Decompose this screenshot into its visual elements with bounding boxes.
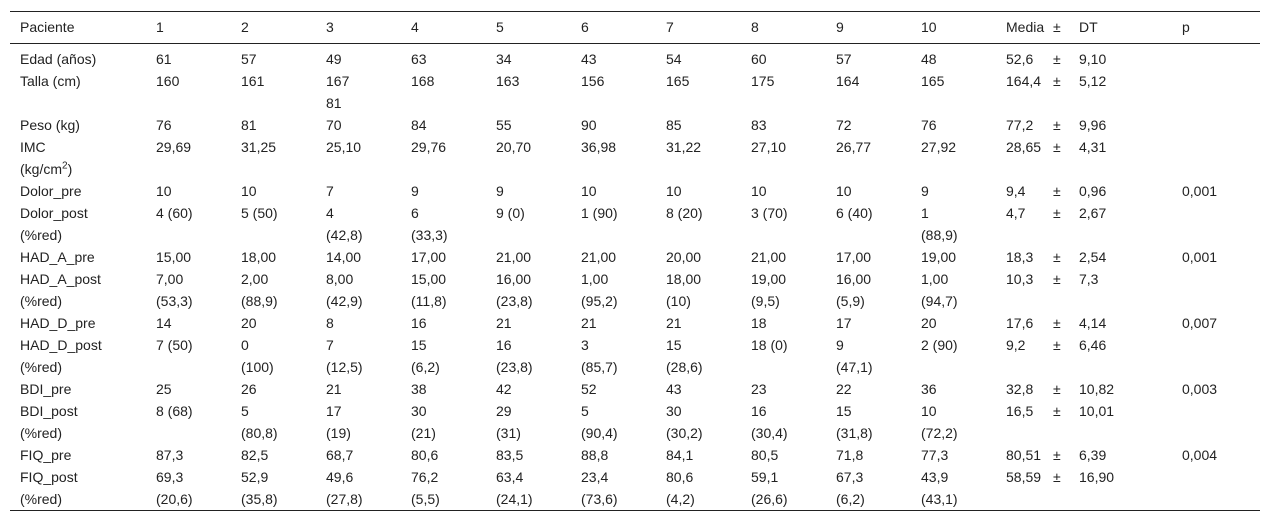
cell-patient-5: 55: [496, 117, 512, 133]
row-label: HAD_D_post (%red): [20, 337, 102, 375]
cell-patient-7: 21: [666, 315, 682, 331]
cell-patient-4: 16: [411, 315, 427, 331]
cell-patient-8: 21,00: [751, 249, 787, 265]
cell-patient-7: 84,1: [666, 447, 694, 463]
cell-patient-9: 26,77: [836, 139, 872, 155]
cell-p-value: [1172, 136, 1260, 180]
cell-patient-8: 23: [751, 381, 767, 397]
table-row: [10, 444, 1260, 466]
cell-patient-6: 156: [581, 73, 605, 89]
cell-p-value: [1172, 400, 1260, 444]
cell-patient-2: 5 (50): [241, 205, 278, 221]
cell-p-value: [1172, 334, 1260, 378]
cell-patient-5: 83,5: [496, 447, 524, 463]
cell-patient-1: 29,69: [156, 139, 192, 155]
cell-patient-1: 61: [156, 51, 172, 67]
cell-patient-4: 76,2 (5,5): [401, 466, 486, 511]
cell-plus-minus: ±: [1053, 249, 1061, 265]
cell-mean: 32,8: [1006, 381, 1034, 397]
cell-patient-5: 163: [496, 73, 520, 89]
cell-patient-3: 14,00: [326, 249, 362, 265]
cell-plus-minus: ±: [1053, 469, 1061, 485]
cell-patient-7: 8 (20): [666, 205, 703, 221]
cell-patient-1: 8 (68): [156, 403, 193, 419]
cell-patient-7: 85: [666, 117, 682, 133]
cell-patient-9: 67,3 (6,2): [826, 466, 911, 511]
cell-sd: 6,46: [1079, 337, 1107, 353]
cell-patient-2: 81: [241, 117, 257, 133]
cell-plus-minus: ±: [1053, 139, 1061, 155]
cell-patient-6: 1 (90): [581, 205, 618, 221]
cell-mean: 4,7: [1006, 205, 1026, 221]
cell-patient-5: 9 (0): [496, 205, 525, 221]
row-label: Dolor_pre: [20, 183, 82, 199]
cell-patient-9: 57: [836, 51, 852, 67]
cell-patient-4: 38: [411, 381, 427, 397]
cell-patient-5: 20,70: [496, 139, 532, 155]
cell-patient-1: 160: [156, 73, 180, 89]
cell-mean: 80,51: [1006, 447, 1042, 463]
table-row: [10, 378, 1260, 400]
cell-patient-5: 9: [496, 183, 504, 199]
cell-p-value: [1172, 466, 1260, 511]
cell-patient-6: 21,00: [581, 249, 617, 265]
cell-sd: 16,90: [1079, 469, 1115, 485]
cell-patient-9: 164: [836, 73, 860, 89]
header-dt: DT: [1079, 19, 1098, 35]
cell-patient-8: 18 (0): [751, 337, 788, 353]
cell-p-value: [1172, 268, 1260, 312]
cell-p-value: 0,004: [1182, 447, 1218, 463]
cell-patient-7: 43: [666, 381, 682, 397]
cell-patient-1: 10: [156, 183, 172, 199]
cell-patient-7: 80,6 (4,2): [656, 466, 741, 511]
cell-patient-9: 17: [836, 315, 852, 331]
cell-patient-5: 63,4 (24,1): [486, 466, 571, 511]
cell-sd: 7,3: [1079, 271, 1099, 287]
cell-patient-2: 26: [241, 381, 257, 397]
cell-patient-5: 21: [496, 315, 512, 331]
cell-patient-6: 36,98: [581, 139, 617, 155]
cell-mean-sd: [996, 114, 1172, 136]
header-patient-10: 10: [911, 12, 996, 44]
patient-data-table-container: [10, 11, 1253, 511]
cell-mean-sd: [996, 466, 1172, 511]
row-label: Edad (años): [20, 51, 97, 67]
cell-p-value: 0,003: [1182, 381, 1218, 397]
cell-patient-3: 25,10: [326, 139, 362, 155]
cell-plus-minus: ±: [1053, 403, 1061, 419]
cell-patient-6: 21: [581, 315, 597, 331]
cell-mean: 77,2: [1006, 117, 1034, 133]
cell-mean-sd: [996, 44, 1172, 71]
cell-plus-minus: ±: [1053, 205, 1061, 221]
cell-patient-4: 84: [411, 117, 427, 133]
cell-sd: 2,67: [1079, 205, 1107, 221]
cell-patient-3: 49: [326, 51, 342, 67]
cell-patient-8: 27,10: [751, 139, 787, 155]
cell-patient-7: 20,00: [666, 249, 702, 265]
cell-patient-2: 52,9 (35,8): [231, 466, 316, 511]
table-row: [10, 114, 1260, 136]
cell-patient-4: 80,6: [411, 447, 439, 463]
cell-patient-5: 34: [496, 51, 512, 67]
cell-patient-9: 72: [836, 117, 852, 133]
cell-patient-2: 5 (80,8): [241, 403, 278, 441]
header-media-dt: [996, 12, 1172, 44]
row-label: Dolor_post (%red): [20, 205, 88, 243]
row-label: HAD_D_pre: [20, 315, 96, 331]
cell-mean-sd: [996, 136, 1172, 180]
cell-patient-2: 20: [241, 315, 257, 331]
cell-p-value: [1172, 114, 1260, 136]
cell-sd: 4,14: [1079, 315, 1107, 331]
cell-patient-9: 22: [836, 381, 852, 397]
cell-patient-10: 48: [921, 51, 937, 67]
cell-patient-8: 60: [751, 51, 767, 67]
cell-patient-2: 18,00: [241, 249, 277, 265]
cell-patient-7: 10: [666, 183, 682, 199]
cell-patient-3: 7 (12,5): [326, 337, 363, 375]
cell-plus-minus: ±: [1053, 183, 1061, 199]
cell-patient-6: 10: [581, 183, 597, 199]
cell-patient-4: 15 (6,2): [411, 337, 440, 375]
cell-mean: 16,5: [1006, 403, 1034, 419]
cell-plus-minus: ±: [1053, 117, 1061, 133]
cell-patient-8: 83: [751, 117, 767, 133]
cell-patient-6: 1,00 (95,2): [581, 271, 618, 309]
cell-patient-4: 6 (33,3): [411, 205, 448, 243]
cell-patient-2: 161: [241, 73, 265, 89]
cell-patient-3: 70: [326, 117, 342, 133]
cell-patient-5: 16,00 (23,8): [496, 271, 533, 309]
cell-patient-10: 36: [921, 381, 937, 397]
cell-patient-8: 16 (30,4): [751, 403, 788, 441]
cell-plus-minus: ±: [1053, 51, 1061, 67]
cell-plus-minus: ±: [1053, 447, 1061, 463]
cell-patient-9: 10: [836, 183, 852, 199]
cell-patient-9: 71,8: [836, 447, 864, 463]
cell-patient-10: 1,00 (94,7): [921, 271, 958, 309]
cell-patient-8: 59,1 (26,6): [741, 466, 826, 511]
cell-patient-9: 16,00 (5,9): [836, 271, 872, 309]
cell-p-value: [1172, 70, 1260, 114]
table-row: [10, 312, 1260, 334]
cell-mean: 52,6: [1006, 51, 1034, 67]
cell-patient-10: 9: [921, 183, 929, 199]
cell-patient-9: 6 (40): [836, 205, 873, 221]
cell-p-value: 0,007: [1182, 315, 1218, 331]
table-row: [10, 180, 1260, 202]
cell-mean: 17,6: [1006, 315, 1034, 331]
cell-patient-6: 3 (85,7): [581, 337, 618, 375]
header-paciente: Paciente: [10, 12, 146, 44]
cell-patient-6: 88,8: [581, 447, 609, 463]
cell-patient-2: 2,00 (88,9): [241, 271, 278, 309]
cell-patient-3: 68,7: [326, 447, 354, 463]
header-patient-6: 6: [571, 12, 656, 44]
row-label: IMC $(kg/cm^2)$: [20, 139, 73, 177]
cell-mean-sd: [996, 444, 1172, 466]
cell-mean-sd: [996, 400, 1172, 444]
cell-plus-minus: ±: [1053, 381, 1061, 397]
row-label: FIQ_post (%red): [10, 466, 146, 511]
cell-patient-4: 168: [411, 73, 435, 89]
cell-mean: 10,3: [1006, 271, 1034, 287]
table-row: [10, 70, 1260, 114]
row-label: BDI_post (%red): [20, 403, 78, 441]
cell-patient-5: 29 (31): [496, 403, 521, 441]
cell-patient-1: 25: [156, 381, 172, 397]
cell-patient-7: 30 (30,2): [666, 403, 703, 441]
cell-mean: 58,59: [1006, 469, 1042, 485]
table-row: [10, 334, 1260, 378]
cell-sd: 10,82: [1079, 381, 1115, 397]
cell-sd: 4,31: [1079, 139, 1107, 155]
cell-patient-1: 7,00 (53,3): [156, 271, 193, 309]
cell-mean-sd: [996, 334, 1172, 378]
cell-plus-minus: ±: [1053, 315, 1061, 331]
cell-patient-4: 15,00 (11,8): [411, 271, 447, 309]
cell-patient-8: 3 (70): [751, 205, 788, 221]
cell-patient-6: 23,4 (73,6): [571, 466, 656, 511]
cell-patient-3: 49,6 (27,8): [316, 466, 401, 511]
cell-patient-4: 9: [411, 183, 419, 199]
cell-mean: 18,3: [1006, 249, 1034, 265]
cell-patient-10: 27,92: [921, 139, 957, 155]
cell-patient-5: 21,00: [496, 249, 532, 265]
cell-patient-2: 31,25: [241, 139, 277, 155]
cell-patient-3: 167 81: [326, 73, 350, 111]
cell-mean-sd: [996, 202, 1172, 246]
cell-patient-5: 16 (23,8): [496, 337, 533, 375]
table-row: [10, 466, 1260, 511]
cell-patient-1: 76: [156, 117, 172, 133]
cell-plus-minus: ±: [1053, 337, 1061, 353]
cell-patient-8: 175: [751, 73, 775, 89]
cell-patient-1: 87,3: [156, 447, 184, 463]
cell-patient-1: 7 (50): [156, 337, 193, 353]
table-row: [10, 268, 1260, 312]
cell-patient-2: 57: [241, 51, 257, 67]
cell-patient-10: 43,9 (43,1): [911, 466, 996, 511]
cell-patient-1: 15,00: [156, 249, 192, 265]
cell-sd: 5,12: [1079, 73, 1107, 89]
cell-patient-9: 9 (47,1): [836, 337, 873, 375]
cell-mean-sd: [996, 180, 1172, 202]
header-patient-3: 3: [316, 12, 401, 44]
table-row: [10, 202, 1260, 246]
cell-patient-10: 77,3: [921, 447, 949, 463]
cell-patient-10: 165: [921, 73, 945, 89]
cell-patient-3: 21: [326, 381, 342, 397]
cell-patient-4: 17,00: [411, 249, 447, 265]
cell-patient-10: 2 (90): [921, 337, 958, 353]
header-patient-2: 2: [231, 12, 316, 44]
row-label: BDI_pre: [20, 381, 72, 397]
header-plus-minus: ±: [1053, 19, 1061, 35]
cell-patient-8: 10: [751, 183, 767, 199]
header-media: Media: [1006, 19, 1045, 35]
cell-patient-1: 69,3 (20,6): [146, 466, 231, 511]
patient-data-table: [10, 11, 1260, 511]
cell-mean: 164,4: [1006, 73, 1042, 89]
cell-patient-3: 4 (42,8): [326, 205, 363, 243]
header-patient-7: 7: [656, 12, 741, 44]
cell-patient-1: 4 (60): [156, 205, 193, 221]
header-patient-4: 4: [401, 12, 486, 44]
cell-patient-6: 5 (90,4): [581, 403, 618, 441]
cell-patient-8: 80,5: [751, 447, 779, 463]
cell-patient-3: 17 (19): [326, 403, 351, 441]
row-label: FIQ_pre: [20, 447, 72, 463]
cell-patient-10: 1 (88,9): [921, 205, 958, 243]
cell-patient-3: 8,00 (42,9): [326, 271, 363, 309]
cell-patient-7: 15 (28,6): [666, 337, 703, 375]
cell-mean: 9,4: [1006, 183, 1026, 199]
cell-patient-6: 52: [581, 381, 597, 397]
cell-patient-7: 165: [666, 73, 690, 89]
cell-patient-3: 7: [326, 183, 334, 199]
cell-mean-sd: [996, 70, 1172, 114]
cell-sd: 6,39: [1079, 447, 1107, 463]
table-header-row: [10, 12, 1260, 44]
cell-patient-10: 10 (72,2): [921, 403, 958, 441]
cell-patient-8: 19,00 (9,5): [751, 271, 787, 309]
cell-sd: 0,96: [1079, 183, 1107, 199]
cell-patient-9: 17,00: [836, 249, 872, 265]
table-body: [10, 44, 1260, 511]
header-patient-9: 9: [826, 12, 911, 44]
cell-patient-2: 0 (100): [241, 337, 274, 375]
cell-patient-2: 10: [241, 183, 257, 199]
cell-patient-5: 42: [496, 381, 512, 397]
cell-patient-3: 8: [326, 315, 334, 331]
cell-mean: 9,2: [1006, 337, 1026, 353]
cell-patient-4: 30 (21): [411, 403, 436, 441]
row-label: Talla (cm): [20, 73, 81, 89]
row-label: HAD_A_pre: [20, 249, 95, 265]
table-row: [10, 44, 1260, 71]
cell-sd: 9,10: [1079, 51, 1107, 67]
cell-patient-9: 15 (31,8): [836, 403, 873, 441]
row-label: HAD_A_post (%red): [20, 271, 101, 309]
cell-mean-sd: [996, 268, 1172, 312]
row-label: Peso (kg): [20, 117, 80, 133]
cell-plus-minus: ±: [1053, 73, 1061, 89]
cell-sd: 2,54: [1079, 249, 1107, 265]
cell-patient-7: 18,00 (10): [666, 271, 702, 309]
cell-patient-7: 54: [666, 51, 682, 67]
cell-p-value: 0,001: [1182, 183, 1218, 199]
table-row: [10, 136, 1260, 180]
cell-p-value: [1172, 202, 1260, 246]
cell-p-value: [1172, 44, 1260, 71]
cell-p-value: 0,001: [1182, 249, 1218, 265]
cell-patient-10: 19,00: [921, 249, 957, 265]
cell-sd: 10,01: [1079, 403, 1115, 419]
cell-patient-4: 29,76: [411, 139, 447, 155]
header-patient-8: 8: [741, 12, 826, 44]
cell-patient-8: 18: [751, 315, 767, 331]
header-patient-5: 5: [486, 12, 571, 44]
header-patient-1: 1: [146, 12, 231, 44]
cell-patient-2: 82,5: [241, 447, 269, 463]
cell-patient-4: 63: [411, 51, 427, 67]
cell-patient-10: 20: [921, 315, 937, 331]
cell-mean: 28,65: [1006, 139, 1042, 155]
cell-patient-10: 76: [921, 117, 937, 133]
cell-patient-1: 14: [156, 315, 172, 331]
cell-patient-6: 43: [581, 51, 597, 67]
cell-mean-sd: [996, 378, 1172, 400]
header-p: p: [1172, 12, 1260, 44]
cell-plus-minus: ±: [1053, 271, 1061, 287]
cell-mean-sd: [996, 312, 1172, 334]
cell-mean-sd: [996, 246, 1172, 268]
table-row: [10, 246, 1260, 268]
cell-sd: 9,96: [1079, 117, 1107, 133]
table-row: [10, 400, 1260, 444]
cell-patient-7: 31,22: [666, 139, 702, 155]
cell-patient-6: 90: [581, 117, 597, 133]
